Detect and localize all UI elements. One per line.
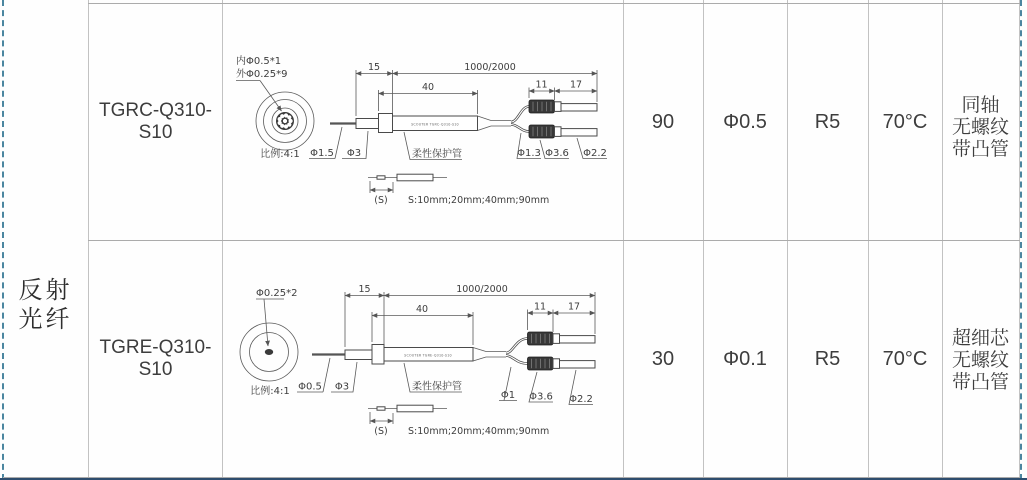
branch-sleeve-lower	[561, 129, 597, 136]
dia-branch-fiber-label: Φ1.3	[517, 148, 541, 159]
s-dim-label: (S)	[374, 426, 388, 437]
note-cell-row2	[942, 243, 1019, 479]
dim-branch: 11	[533, 301, 547, 313]
end-view-coaxial	[236, 54, 314, 160]
s-options-text: S:10mm;20mm;40mm;90mm	[408, 426, 550, 437]
note-line: 同轴	[961, 95, 1000, 116]
temperature-cell-row1: 70°C	[882, 110, 928, 133]
fiber-core-pair	[265, 349, 273, 355]
dia-connector-label: Φ3.6	[529, 391, 553, 403]
note-cell-row1	[942, 10, 1019, 246]
head-collar	[379, 114, 393, 133]
side-view	[330, 100, 597, 138]
head-ferrule	[345, 350, 372, 360]
drawing-tgre-q310-s10	[240, 284, 595, 437]
category-line2: 光纤	[18, 306, 73, 333]
note-line: 无螺纹	[951, 350, 1009, 371]
s-options-text: S:10mm;20mm;40mm;90mm	[408, 195, 550, 206]
scale-label: 比例:4:1	[250, 386, 290, 397]
dim-cable: 1000/2000	[464, 62, 516, 73]
branch-sleeve-upper	[560, 336, 596, 343]
body-print-text: SCOUTER TGRC-Q310-S10	[411, 122, 459, 127]
fiber-dia-cell-row1: Φ0.5	[723, 110, 767, 133]
drawing-tgrc-q310-s10	[236, 54, 607, 206]
model-cell-row1: TGRC-Q310-S10	[99, 100, 212, 143]
core-label: 内Φ0.5*1	[236, 56, 282, 67]
end-view-two-core	[240, 288, 298, 397]
dim-head: 15	[367, 62, 381, 73]
dim-cable: 1000/2000	[456, 284, 508, 295]
temperature-cell-row2: 70°C	[882, 347, 928, 370]
note-line: 超细芯	[951, 328, 1009, 349]
branch-sleeve-lower	[560, 361, 596, 368]
core-label: 外Φ0.25*9	[236, 69, 288, 80]
distance-cell-row1: 90	[651, 110, 675, 133]
dim-tail: 17	[569, 79, 583, 91]
scale-label: 比例:4:1	[260, 149, 300, 160]
dim-body: 40	[421, 82, 435, 93]
note-line: 无螺纹	[951, 117, 1009, 138]
model-cell-row2: TGRE-Q310-S10	[99, 337, 212, 380]
note-line: 带凸管	[951, 139, 1009, 160]
dia-branch-fiber-label: Φ1	[500, 390, 516, 401]
dia-tail-sleeve-label: Φ2.2	[583, 148, 607, 159]
grid-hline-bottom	[3, 477, 1020, 478]
bend-radius-cell-row1: R5	[814, 110, 841, 133]
body-print-text: SCOUTER TGRE-Q310-S10	[404, 353, 452, 358]
dia-head-label: Φ3	[346, 148, 362, 159]
dim-body: 40	[415, 304, 429, 315]
technical-drawings	[222, 0, 623, 477]
dia-tip-label: Φ1.5	[310, 148, 334, 159]
s-length-diagram	[368, 405, 549, 437]
dia-tail-sleeve-label: Φ2.2	[569, 394, 593, 405]
category-line1: 反射	[18, 277, 73, 304]
category-label-reflective-fiber	[3, 276, 88, 334]
head-collar	[372, 345, 384, 365]
dim-branch: 11	[535, 79, 548, 91]
grid-vline	[1019, 0, 1020, 477]
dim-tail: 17	[567, 301, 581, 313]
head-ferrule	[356, 119, 379, 129]
fiber-dia-cell-row2: Φ0.1	[723, 347, 767, 370]
branch-sleeve-upper	[561, 104, 597, 111]
flex-tube-label: 柔性保护管	[412, 381, 462, 393]
dia-tip-label: Φ0.5	[298, 381, 322, 393]
dia-head-label: Φ3	[334, 381, 350, 393]
bend-radius-cell-row2: R5	[814, 347, 841, 370]
side-view	[312, 332, 595, 370]
page-right-dashed-border	[1020, 0, 1022, 480]
s-length-diagram	[368, 174, 549, 206]
note-line: 带凸管	[951, 372, 1009, 393]
core-label: Φ0.25*2	[256, 288, 298, 299]
flex-tube-label: 柔性保护管	[412, 149, 462, 160]
distance-cell-row2: 30	[651, 347, 675, 370]
page-left-dashed-border	[2, 0, 4, 480]
s-dim-label: (S)	[374, 195, 388, 206]
dia-connector-label: Φ3.6	[545, 148, 569, 159]
dim-head: 15	[358, 284, 371, 295]
